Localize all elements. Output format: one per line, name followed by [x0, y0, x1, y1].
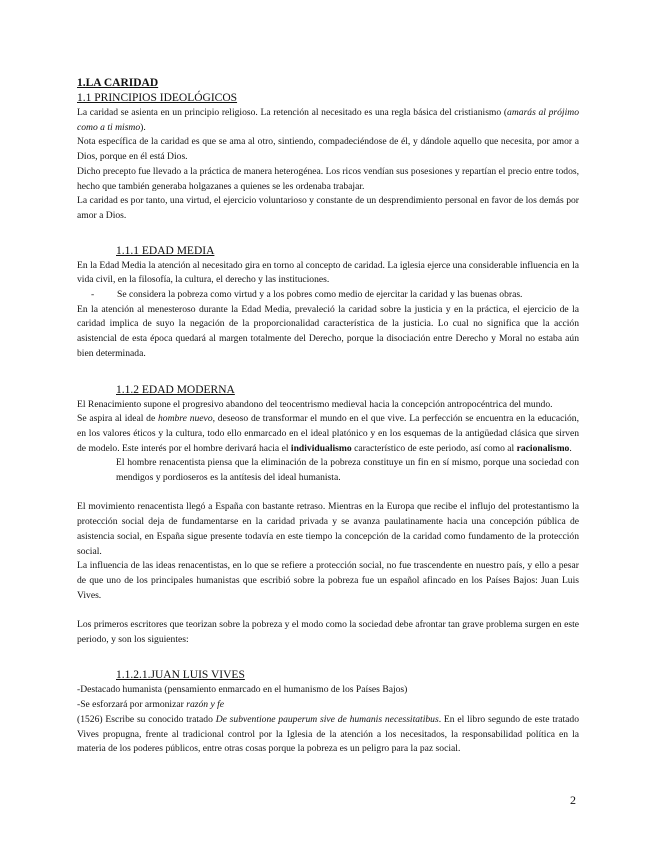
paragraph: La caridad se asienta en un principio religioso. La retención al necesitado es una regla básica del cristianismo (amarás al prójimo como a ti mismo). [77, 107, 579, 133]
paragraph: Se aspira al ideal de hombre nuevo, deseoso de transformar el mundo en el que vive. La perfección se encuentra en la educación, en los valores éticos y la cultura, todo ello enmarcado en el ideal platónico y en los esquemas de la antigüedad clásica que sirven de modelo. Este interés por el hombre derivará hacia el individualismo característico de este periodo, así como al racionalismo. [77, 413, 579, 454]
section-heading-edad-media: 1.1.1 EDAD MEDIA [116, 244, 215, 257]
list-item: - Se considera la pobreza como virtud y a los pobres como medio de ejercitar la caridad y las buenas obras. [77, 288, 579, 303]
document-body [77, 76, 579, 757]
paragraph: El Renacimiento supone el progresivo abandono del teocentrismo medieval hacia la concepción antropocéntrica del mundo. [77, 398, 553, 410]
section-heading-principios: 1.1 PRINCIPIOS IDEOLÓGICOS [77, 92, 238, 104]
paragraph: El movimiento renacentista llegó a España con bastante retraso. Mientras en la Europa que recibe el influjo del protestantismo la protección social deja de fundamentarse en la caridad privada y se avanza paulatinamente hacia una concepción pública de asistencia social, en España sigue presente todavía en este tiempo la concepción de la caridad como fundamento de la protección social. [77, 501, 579, 557]
document-title: 1.LA CARIDAD [77, 77, 159, 89]
indented-paragraph: El hombre renacentista piensa que la eliminación de la pobreza constituye un fin en sí mismo, porque una sociedad con mendigos y pordioseros es la antítesis del ideal humanista. [116, 457, 579, 484]
paragraph: La influencia de las ideas renacentistas, en lo que se refiere a protección social, no fue trascendente en nuestro país, y ello a pesar de que uno de los principales humanistas que escribió sobre la pobreza fue un español afincado en los Países Bajos: Juan Luis Vives. [77, 560, 579, 601]
paragraph: Nota específica de la caridad es que se ama al otro, sintiendo, compadeciéndose de él, y dándole aquello que necesita, por amor a Dios, porque en él está Dios. [77, 136, 579, 163]
section-heading-juan-luis-vives: 1.1.2.1.JUAN LUIS VIVES [116, 669, 245, 682]
bullet-dash: - [91, 289, 95, 301]
paragraph: (1526) Escribe su conocido tratado De subventione pauperum sive de humanis necessitatibus. En el libro segundo de este tratado Vives propugna, frente al tradicional control por la Iglesia de la atención a los necesitados, la responsabilidad política en la materia de los poderes públicos, entre otras cosas porque la pobreza es un peligro para la paz social. [77, 713, 579, 755]
paragraph: En la Edad Media la atención al necesitado gira en torno al concepto de caridad. La iglesia ejerce una considerable influencia en la vida civil, en la filosofía, la cultura, el derecho y las instituciones. [77, 259, 579, 286]
list-item: -Se esforzará por armonizar razón y fe [77, 699, 225, 711]
page-number: 2 [570, 793, 576, 807]
list-item: -Destacado humanista (pensamiento enmarcado en el humanismo de los Países Bajos) [77, 684, 408, 696]
section-heading-edad-moderna: 1.1.2 EDAD MODERNA [116, 383, 235, 396]
paragraph: En la atención al menesteroso durante la Edad Media, prevaleció la caridad sobre la justicia y en la práctica, el ejercicio de la caridad implica de suyo la negación de la proporcionalidad característica de la justicia. Lo cual no significa que la acción asistencial de esta época quedará al margen totalmente del Derecho, porque la disociación entre Derecho y Moral no estaba aún bien determinada. [77, 303, 579, 359]
paragraph: La caridad es por tanto, una virtud, el ejercicio voluntarioso y constante de un desprendimiento personal en favor de los demás por amor a Dios. [77, 195, 579, 221]
paragraph: Los primeros escritores que teorizan sobre la pobreza y el modo como la sociedad debe afrontar tan grave problema surgen en este periodo, y son los siguientes: [77, 619, 579, 645]
paragraph: Dicho precepto fue llevado a la práctica de manera heterogénea. Los ricos vendían sus posesiones y repartían el precio entre todos, hecho que también generaba holgazanes a quienes se les ordenaba trabajar. [77, 165, 579, 192]
